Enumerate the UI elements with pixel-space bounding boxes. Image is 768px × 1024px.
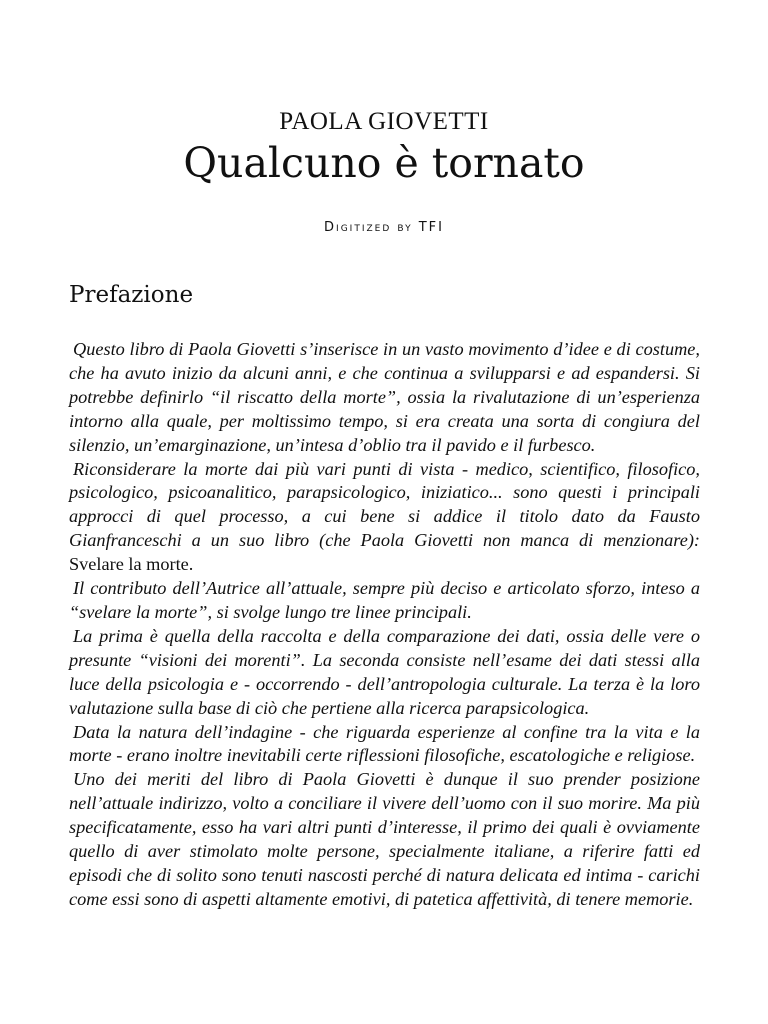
- paragraph-4-text: La prima è quella della raccolta e della comparazione dei dati, ossia delle vere o presunte “visioni dei morenti”. La seconda consiste nell’esame dei dati stessi alla luce della psicologia e - occorrendo - dell’antropologia culturale. La terza è la loro valutazione sulla base di ciò che pertiene alla ricerca parapsicologica.: [69, 625, 700, 718]
- paragraph-6-text: Uno dei meriti del libro di Paola Giovetti è dunque il suo prender posizione nell’attuale indirizzo, volto a conciliare il vivere dell’uomo con il suo morire. Ma più specificatamente, esso ha vari altri punti d’interesse, il primo dei quali è ovviamente quello di aver stimolato molte persone, specialmente italiane, a riferire fatti ed episodi che di solito sono tenuti nascosti perché di natura delicata ed intima - carichi come essi sono di aspetti altamente emotivi, di patetica affettività, di tenere memorie.: [69, 769, 700, 909]
- section-heading: Prefazione: [69, 282, 194, 308]
- paragraph-5: [69, 721, 700, 769]
- book-reference: Svelare la morte.: [69, 554, 194, 575]
- digitized-credit: Digitized by TFI: [324, 220, 444, 235]
- author-name: PAOLA GIOVETTI: [279, 108, 489, 135]
- paragraph-1-text: Questo libro di Paola Giovetti s’inserisce in un vasto movimento d’idee e di costume, che ha avuto inizio da alcuni anni, e che continua a svilupparsi e ad espandersi. Si potrebbe definirlo “il riscatto della morte”, ossia la rivalutazione di un’esperienza intorno alla quale, per moltissimo tempo, si era creata una sorta di congiura del silenzio, un’emarginazione, un’intesa d’oblio tra il pavido e il furbesco.: [69, 339, 700, 455]
- paragraph-3-text: Il contributo dell’Autrice all’attuale, sempre più deciso e articolato sforzo, inteso a “svelare la morte”, si svolge lungo tre linee principali.: [69, 578, 700, 622]
- paragraph-4: [69, 625, 700, 721]
- paragraph-5-text: Data la natura dell’indagine - che riguarda esperienze al confine tra la vita e la morte - erano inoltre inevitabili certe riflessioni filosofiche, escatologiche e religiose.: [69, 721, 700, 766]
- paragraph-1: [69, 338, 700, 458]
- body-text: [69, 338, 700, 912]
- book-title: Qualcuno è tornato: [183, 139, 585, 187]
- paragraph-2: [69, 458, 700, 578]
- paragraph-3: [69, 577, 700, 625]
- paragraph-2-text: Riconsiderare la morte dai più vari punti di vista - medico, scientifico, filosofico, psicologico, psicoanalitico, parapsicologico, iniziatico... sono questi i principali approcci di quel processo, a cui bene si addice il titolo dato da Fausto Gianfranceschi a un suo libro (che Paola Giovetti non manca di menzionare):: [69, 458, 700, 551]
- paragraph-6: [69, 768, 700, 911]
